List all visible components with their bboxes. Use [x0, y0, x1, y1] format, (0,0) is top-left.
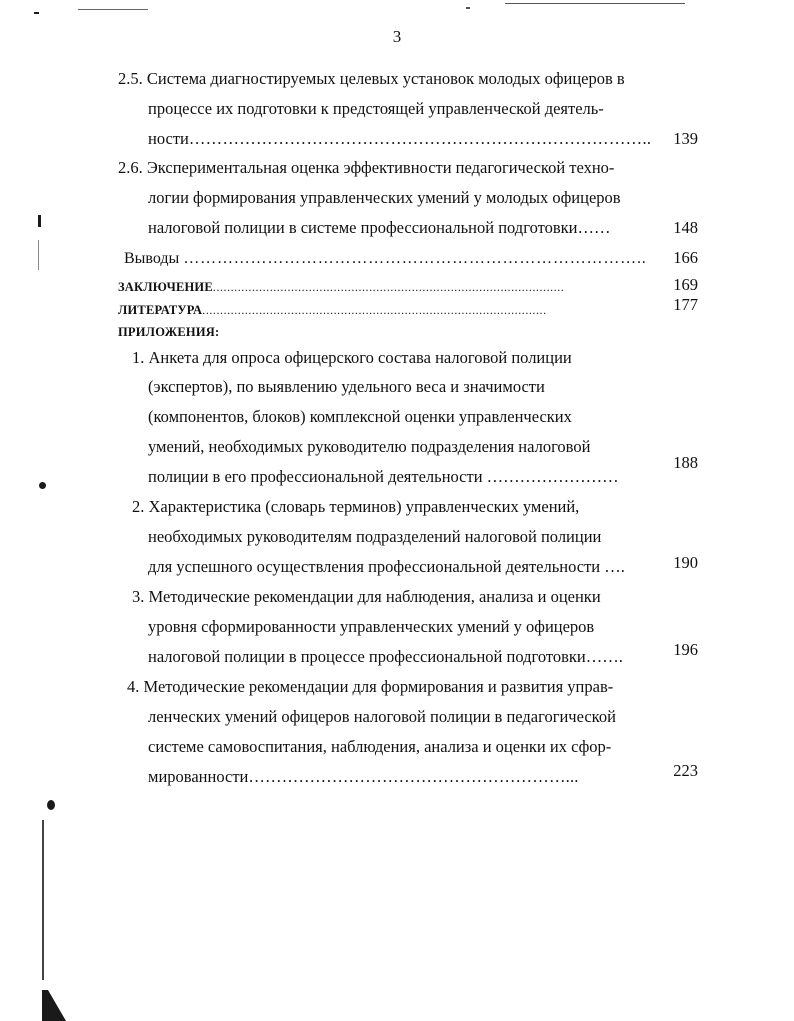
- toc-entry-2-6-line-1: 2.6. Экспериментальная оценка эффективности педагогической техно-: [118, 158, 615, 177]
- toc-appendix-4-line-4: [148, 767, 579, 787]
- toc-appendix-4-line-1: 4. Методические рекомендации для формирования и развития управ-: [127, 677, 614, 696]
- toc-conclusions: [124, 248, 647, 269]
- scan-line-top-right: [505, 3, 685, 4]
- page-number: 3: [392, 27, 402, 46]
- toc-entry-2-5-text-end: ности: [148, 129, 189, 148]
- scan-dot-left-2: [47, 800, 55, 810]
- scan-dot-left-1: [39, 482, 46, 489]
- toc-appendix-3-line-2: уровня сформированности управленческих умений у офицеров: [148, 617, 595, 636]
- toc-appendix-1-line-3: (компонентов, блоков) комплексной оценки управленческих: [148, 407, 572, 426]
- toc-appendix-1-line-2: (экспертов), по выявлению удельного веса и значимости: [148, 377, 545, 396]
- toc-zaklyuchenie-page: 169: [673, 275, 698, 294]
- toc-appendix-3-line-1: 3. Методические рекомендации для наблюдения, анализа и оценки: [132, 587, 601, 606]
- toc-entry-2-5-line-1: 2.5. Система диагностируемых целевых установок молодых офицеров в: [118, 69, 625, 88]
- toc-zaklyuchenie-label: ЗАКЛЮЧЕНИЕ: [118, 280, 213, 294]
- toc-appendix-2-line-1: 2. Характеристика (словарь терминов) управленческих умений,: [132, 497, 580, 516]
- toc-appendix-2-page: 190: [673, 553, 698, 572]
- toc-literatura-page: 177: [673, 295, 698, 314]
- toc-appendix-3-line-3: налоговой полиции в процессе профессиональной подготовки…….: [148, 647, 623, 666]
- toc-appendix-1-line-4: умений, необходимых руководителю подразделения налоговой: [148, 437, 591, 456]
- toc-leader: .................................................................................................: [202, 303, 547, 317]
- toc-literatura: [118, 299, 547, 320]
- toc-appendix-4-page: 223: [673, 761, 698, 780]
- toc-appendix-4-text-end: мированности: [148, 767, 249, 786]
- scan-line-top-left: [78, 9, 148, 10]
- scan-corner-bottom-left: [42, 990, 66, 1021]
- toc-appendix-1-page: 188: [673, 453, 698, 472]
- toc-leader: ...................................................................................................: [212, 280, 565, 294]
- scan-edge-left: [42, 820, 44, 980]
- toc-entry-2-6-line-3: налоговой полиции в системе профессиональной подготовки……: [148, 218, 611, 237]
- toc-literatura-label: ЛИТЕРАТУРА: [118, 303, 203, 317]
- toc-leader: …………………………………………………...: [248, 767, 579, 786]
- toc-entry-2-5-line-2: процессе их подготовки к предстоящей управленческой деятель-: [148, 99, 604, 118]
- toc-leader: ………………………………………………………………………..: [188, 129, 652, 148]
- scan-mark-top-mid: [466, 7, 470, 9]
- toc-leader: ………………………………………………………………………..: [183, 250, 647, 267]
- toc-appendix-4-line-3: системе самовоспитания, наблюдения, анализа и оценки их сфор-: [148, 737, 612, 756]
- toc-appendix-4-line-2: ленческих умений офицеров налоговой полиции в педагогической: [148, 707, 616, 726]
- toc-conclusions-label: Выводы: [124, 250, 180, 267]
- toc-entry-2-6-line-2: логии формирования управленческих умений у молодых офицеров: [148, 188, 621, 207]
- scan-mark-left-2: [38, 240, 39, 270]
- scan-mark-left-1: [38, 215, 41, 227]
- toc-zaklyuchenie: [118, 276, 564, 297]
- toc-appendix-2-line-3: для успешного осуществления профессиональной деятельности ….: [148, 557, 625, 576]
- toc-appendix-1-line-1: 1. Анкета для опроса офицерского состава налоговой полиции: [132, 348, 572, 367]
- toc-appendix-3-page: 196: [673, 640, 698, 659]
- toc-prilozheniya-heading: ПРИЛОЖЕНИЯ:: [118, 325, 220, 339]
- toc-appendix-1-line-5: полиции в его профессиональной деятельности ……………………: [148, 467, 619, 486]
- toc-entry-2-6-page: 148: [673, 218, 698, 237]
- toc-conclusions-page: 166: [673, 248, 698, 267]
- scan-mark-top-left: [34, 12, 39, 14]
- toc-appendix-2-line-2: необходимых руководителям подразделений налоговой полиции: [148, 527, 602, 546]
- toc-entry-2-5-line-3: [148, 129, 651, 149]
- toc-entry-2-5-page: 139: [673, 129, 698, 148]
